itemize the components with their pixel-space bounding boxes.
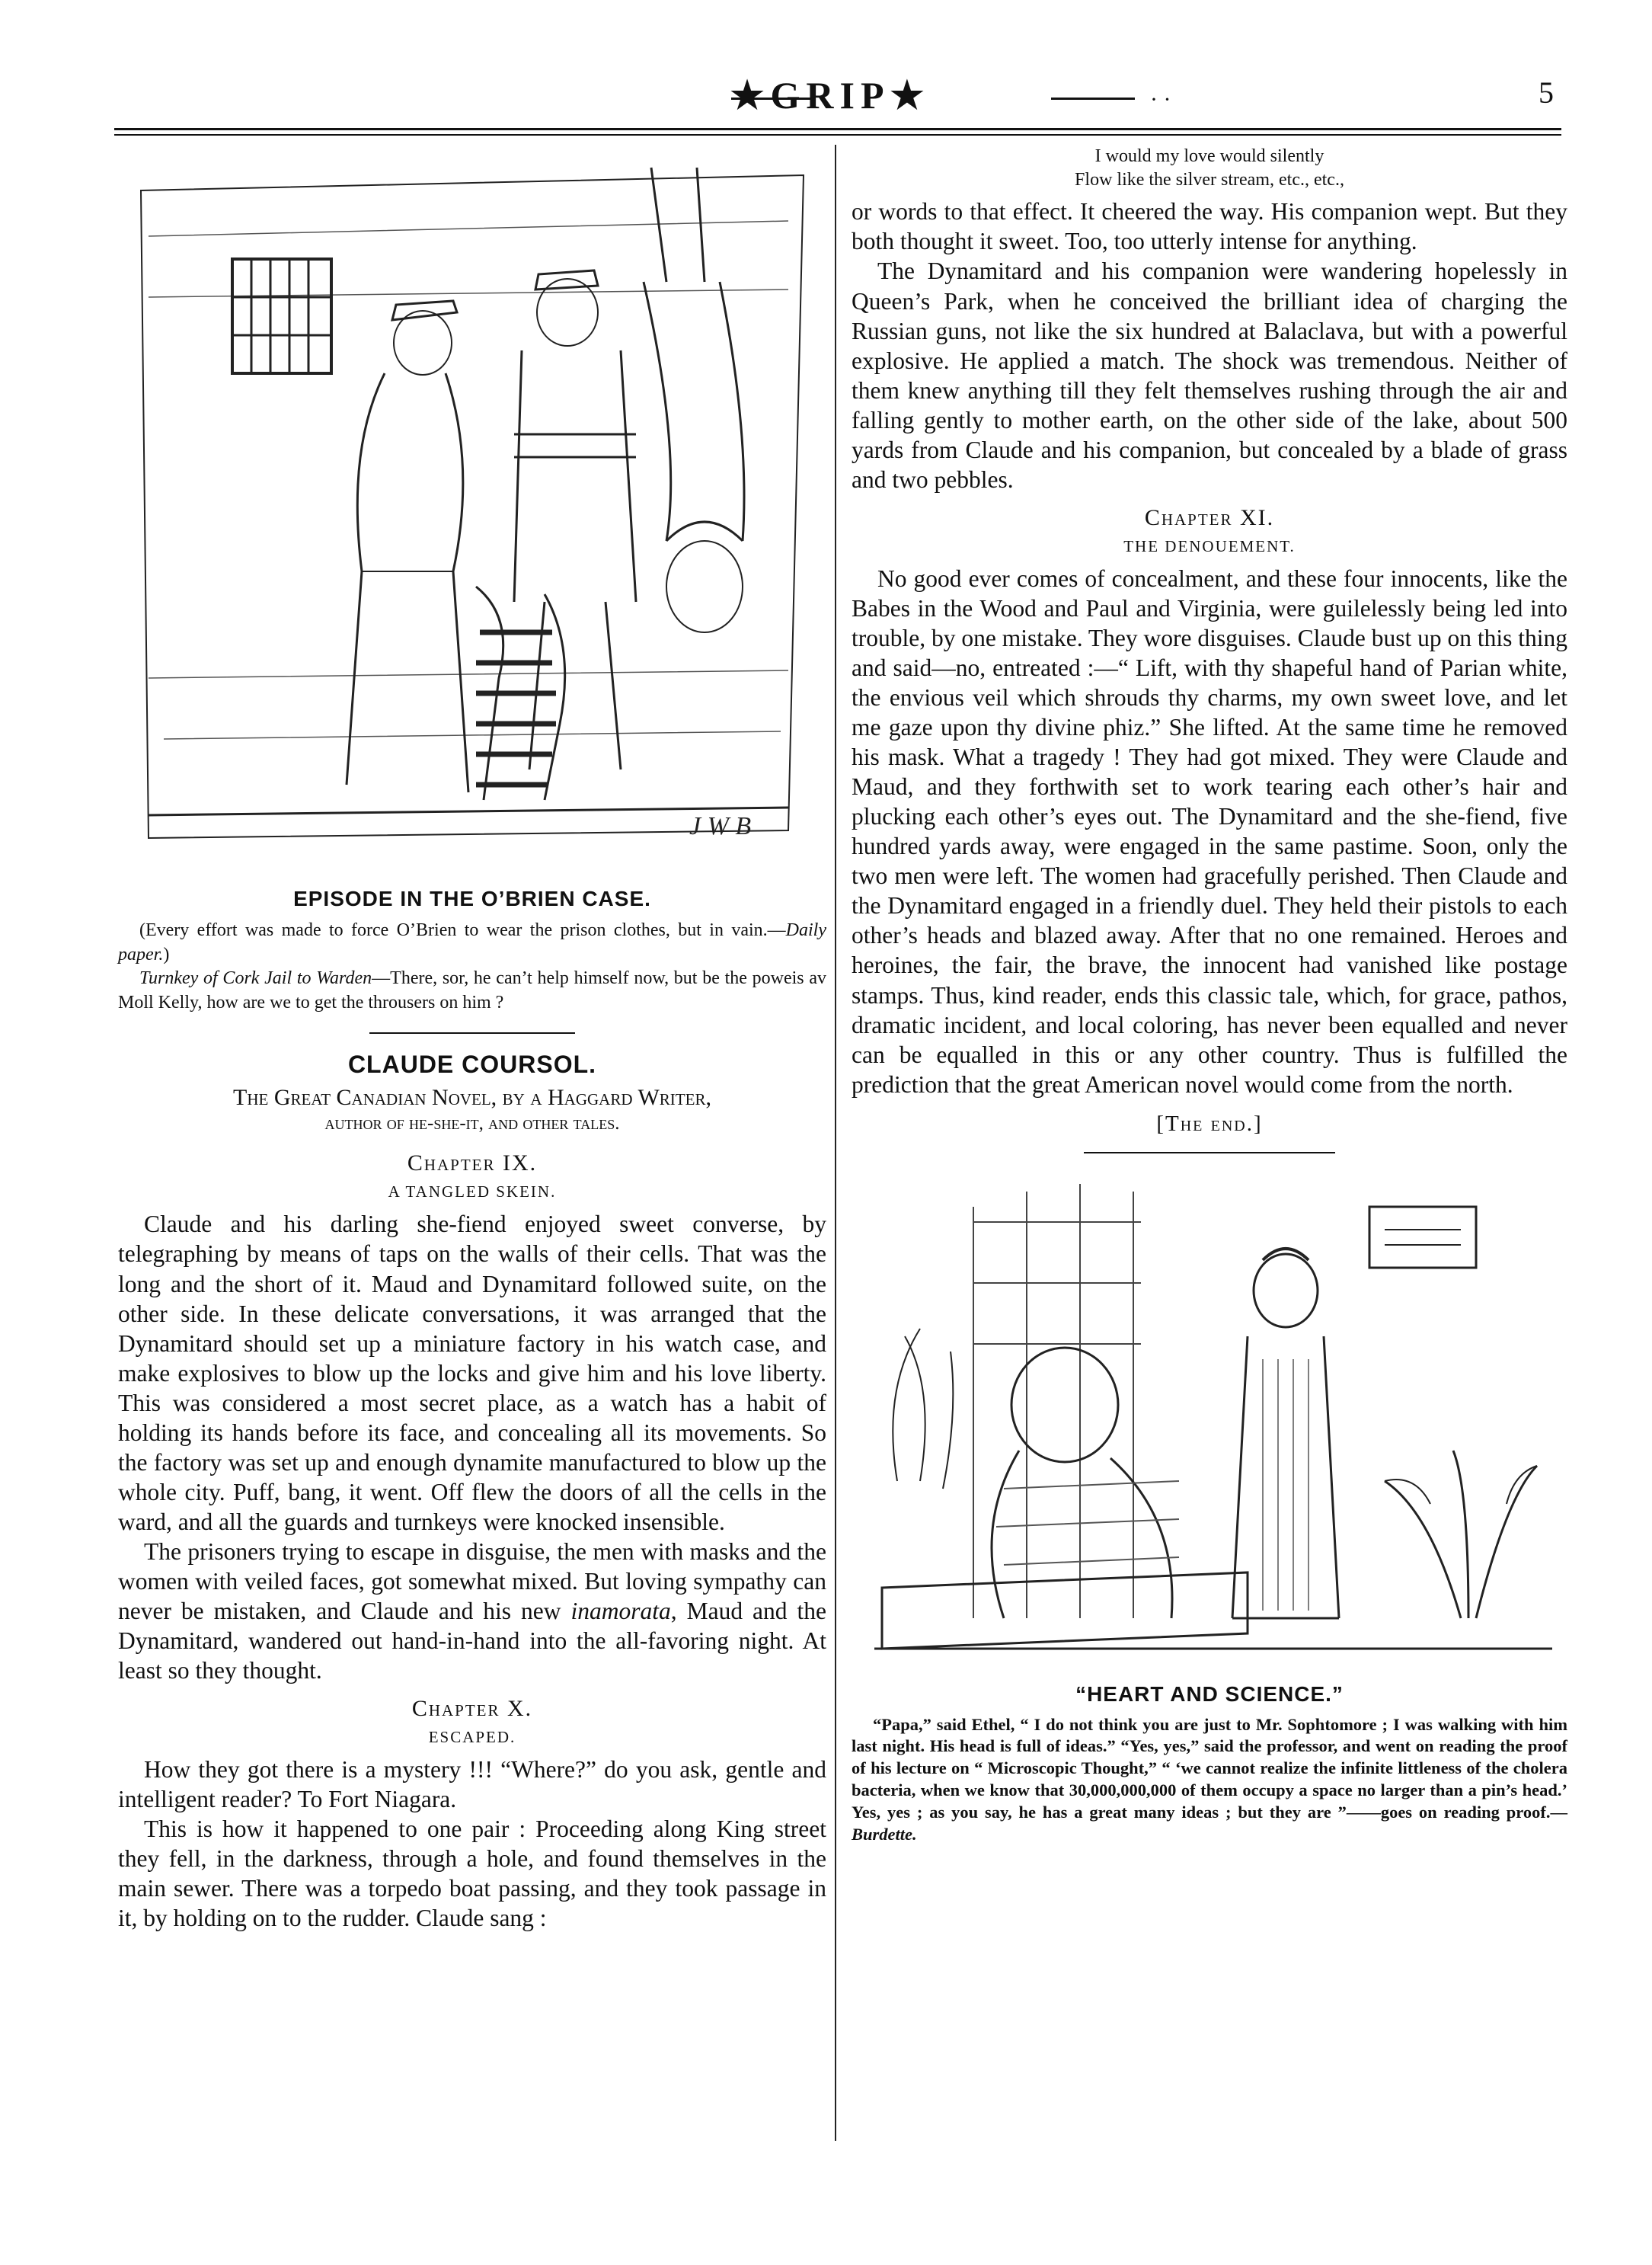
chapter-9-paragraph-1: Claude and his darling she-fiend enjoyed sweet converse, by telegraphing by means of taps on the walls of their cells. That was the long and the short of it. Maud and Dynamitard followed suite, on the other side. In these delicate conversations, it was arranged that the Dynamitard should set up a miniature factory in his watch case, and make explosives to blow up the locks and give him and his love liberty. This was considered a most secret place, as a watch has a habit of holding its hands before its face, and concealing all its movements. So the factory was set up and enough dynamite manufactured to blow up the whole city. Puff, bang, it went. Off flew the doors of all the cells in the ward, and all the guards and turnkeys were knocked insensible. [118,1211,826,1535]
masthead-dots: · · [1150,87,1171,112]
cartoon-caption [118,919,826,1016]
continued-paragraph-1: or words to that effect. It cheered the way. His companion wept. But they both thought it sweet. Too, too utterly intense for anything. [852,198,1567,255]
chapter-10-continued [852,197,1567,494]
the-end-marker: [The end.] [1156,1111,1263,1136]
chapter-11-subheading: THE DENOUEMENT. [1123,536,1296,555]
heart-and-science-source: Burdette. [852,1824,917,1844]
illustration-signature: J W B [689,812,752,840]
cartoon-caption-title: EPISODE IN THE O’BRIEN CASE. [293,887,651,910]
right-column [852,145,1567,1845]
column-divider [835,145,836,2141]
header-rule [114,128,1561,130]
chapter-10-paragraph-1: How they got there is a mystery !!! “Where?” do you ask, gentle and intelligent reader? To Fort Niagara. [118,1756,826,1813]
chapter-11-heading: Chapter XI. [1144,504,1275,530]
masthead-title: ★GRIP★ [730,74,931,117]
song-verse-line-2: Flow like the silver stream, etc., etc., [1075,170,1344,190]
story-title: CLAUDE COURSOL. [347,1050,597,1078]
left-column [118,145,826,1933]
section-divider [369,1032,575,1034]
story-subtitle-line-1: The Great Canadian Novel, by a Haggard Writer, [233,1084,711,1110]
heart-and-science-text [852,1714,1567,1846]
heart-and-science-illustration [852,1161,1567,1672]
heart-and-science-caption [852,1714,1567,1846]
story-subtitle-line-2: author of he-she-it, and other tales. [324,1113,620,1134]
chapter-10-subheading: ESCAPED. [428,1728,516,1747]
song-verse-line-1: I would my love would silently [1094,146,1324,166]
chapter-9-heading: Chapter IX. [407,1150,538,1176]
chapter-9-paragraph-2-b: , Maud and the Dynamitard, wandered out hand-in-hand into the all-favoring night. At least so they thought. [118,1598,826,1684]
prison-cartoon-illustration [118,145,826,876]
masthead-rule-right [1051,98,1135,100]
chapter-10-body [118,1755,826,1933]
page-number: 5 [1539,75,1554,110]
chapter-9-body [118,1209,826,1685]
cartoon-caption-closing: ) [163,944,170,965]
cartoon-caption-text-2: —There, sor, he can’t help himself now, but be the poweis av Moll Kelly, how are we to get the throusers on him ? [118,968,826,1013]
chapter-9-italic-word: inamorata [570,1598,671,1625]
cartoon-caption-text-1: (Every effort was made to force O’Brien to wear the prison clothes, but in vain.— [139,920,786,940]
cartoon-caption-speaker: Turnkey of Cork Jail to Warden [139,968,372,989]
heart-and-science-body: “Papa,” said Ethel, “ I do not think you are just to Mr. Sophtomore ; I was walking with him last night. His head is full of ideas.” “Yes, yes,” said the professor, and went on reading the proof of his lecture on “ Microscopic Thought,” “ ‘we cannot realize the infinite littleness of the cholera bacteria, when we know that 30,000,000,000 of them occupy a space no larger than a pin’s head.’ Yes, yes ; as you say, he has a great many ideas ; but they are ”——goes on reading proof.— [852,1714,1567,1822]
song-verse [852,145,1567,192]
chapter-10-paragraph-2: This is how it happened to one pair : Proceeding along King street they fell, in the darkness, through a hole, and found themselves in the main sewer. There was a torpedo boat passing, and they took passage in it, by holding on to the rudder. Claude sang : [118,1816,826,1932]
chapter-9-paragraph-2 [118,1537,826,1685]
continued-paragraph-2: The Dynamitard and his companion were wandering hopelessly in Queen’s Park, when he conceived the brilliant idea of charging the Russian guns, not like the six hundred at Balaclava, but with a powerful explosive. He applied a match. The shock was tremendous. Neither of them knew anything till they felt themselves rushing through the air and falling gently to mother earth, on the other side of the lake, about 500 yards from Claude and his companion, but concealed by a blade of grass and two pebbles. [852,258,1567,493]
chapter-9-paragraph-2-a: The prisoners trying to escape in disguise, the men with masks and the women with veiled faces, got somewhat mixed. But loving sympathy can never be mistaken, and Claude and his new [118,1537,826,1625]
cartoon-caption-paragraph-2 [118,967,826,1015]
chapter-10-heading: Chapter X. [411,1696,533,1722]
chapter-9-subheading: A TANGLED SKEIN. [388,1182,557,1201]
story-subtitle [118,1083,826,1136]
cartoon-caption-paragraph-1 [118,919,826,967]
chapter-11-body [852,564,1567,1099]
heart-and-science-title: “HEART AND SCIENCE.” [1075,1681,1344,1706]
header-rule-thin [114,134,1561,136]
cartoon-caption-source: Daily paper. [118,920,826,965]
section-divider-right [1084,1152,1335,1153]
chapter-11-paragraph-1: No good ever comes of concealment, and these four innocents, like the Babes in the Wood and Paul and Virginia, were guilelessly being led into trouble, by one mistake. They wore disguises. Claude bust up on this thing and said—no, entreated :—“ Lift, with thy shapeful hand of Parian white, the envious veil which shrouds thy charms, my own sweet love, and let me gaze upon thy divine phiz.” She lifted. At the same time he removed his mask. What a tragedy ! They had got mixed. They were Claude and Maud, and they forthwith set to work tearing each other’s hair and plucking each other’s eyes out. The Dynamitard and the she-fiend, five hundred yards away, were engaged in the same pastime. Soon, only the two men were left. The women had gracefully perished. Then Claude and the Dynamitard engaged in a friendly duel. They held their pistols to each other’s heads and blazed away. After that no one remained. Heroes and heroines, the fair, the brave, the innocent had vanished like postage stamps. Thus, kind reader, ends this classic tale, which, for grace, pathos, dramatic incident, and local coloring, has never been equalled and never can be equalled in this or any other country. Thus is fulfilled the prediction that the great American novel would come from the north. [852,565,1567,1098]
masthead [107,67,1554,120]
